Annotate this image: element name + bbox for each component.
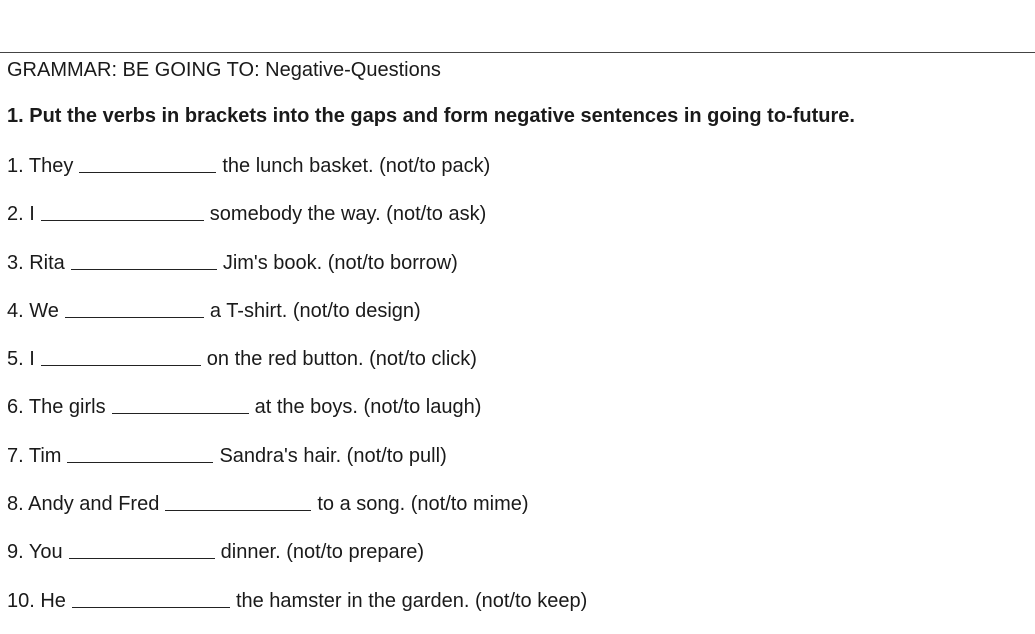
exercise-instruction: 1. Put the verbs in brackets into the gaps and form negative sentences in going to-future. bbox=[7, 105, 855, 127]
exercise-item-6 bbox=[7, 392, 587, 440]
answer-blank[interactable] bbox=[112, 393, 249, 414]
item-suffix: a T-shirt. (not/to design) bbox=[209, 299, 421, 322]
item-suffix: dinner. (not/to prepare) bbox=[220, 541, 425, 564]
item-suffix: Sandra's hair. (not/to pull) bbox=[219, 444, 447, 467]
exercise-item-9 bbox=[7, 537, 587, 585]
item-prefix: 8. Andy and Fred bbox=[7, 493, 160, 516]
answer-blank[interactable] bbox=[71, 249, 217, 270]
answer-blank[interactable] bbox=[41, 200, 204, 221]
item-prefix: 2. I bbox=[7, 203, 35, 226]
item-suffix: the hamster in the garden. (not/to keep) bbox=[235, 589, 588, 612]
item-prefix: 5. I bbox=[7, 348, 35, 371]
answer-blank[interactable] bbox=[65, 297, 204, 318]
exercise-item-4 bbox=[7, 296, 587, 344]
item-suffix: on the red button. (not/to click) bbox=[206, 348, 477, 371]
top-divider bbox=[0, 52, 1035, 53]
item-suffix: Jim's book. (not/to borrow) bbox=[222, 251, 458, 274]
item-prefix: 3. Rita bbox=[7, 251, 65, 274]
exercise-item-2 bbox=[7, 199, 587, 247]
exercise-item-7 bbox=[7, 441, 587, 489]
exercise-list bbox=[7, 151, 587, 634]
item-prefix: 6. The girls bbox=[7, 396, 106, 419]
answer-blank[interactable] bbox=[41, 345, 201, 366]
item-prefix: 9. You bbox=[7, 541, 63, 564]
item-prefix: 10. He bbox=[7, 589, 66, 612]
worksheet-title: GRAMMAR: BE GOING TO: Negative-Questions bbox=[7, 59, 441, 81]
item-suffix: at the boys. (not/to laugh) bbox=[254, 396, 482, 419]
item-prefix: 7. Tim bbox=[7, 444, 62, 467]
exercise-item-5 bbox=[7, 344, 587, 392]
item-suffix: to a song. (not/to mime) bbox=[317, 493, 529, 516]
answer-blank[interactable] bbox=[67, 442, 213, 463]
answer-blank[interactable] bbox=[165, 490, 311, 511]
item-prefix: 4. We bbox=[7, 299, 59, 322]
answer-blank[interactable] bbox=[79, 152, 216, 173]
item-suffix: somebody the way. (not/to ask) bbox=[209, 203, 487, 226]
item-prefix: 1. They bbox=[7, 155, 74, 177]
exercise-item-10 bbox=[7, 586, 587, 634]
exercise-item-8 bbox=[7, 489, 587, 537]
item-suffix: the lunch basket. (not/to pack) bbox=[222, 155, 491, 177]
exercise-item-3 bbox=[7, 248, 587, 296]
answer-blank[interactable] bbox=[72, 587, 230, 608]
answer-blank[interactable] bbox=[69, 538, 215, 559]
exercise-item-1 bbox=[7, 151, 587, 199]
